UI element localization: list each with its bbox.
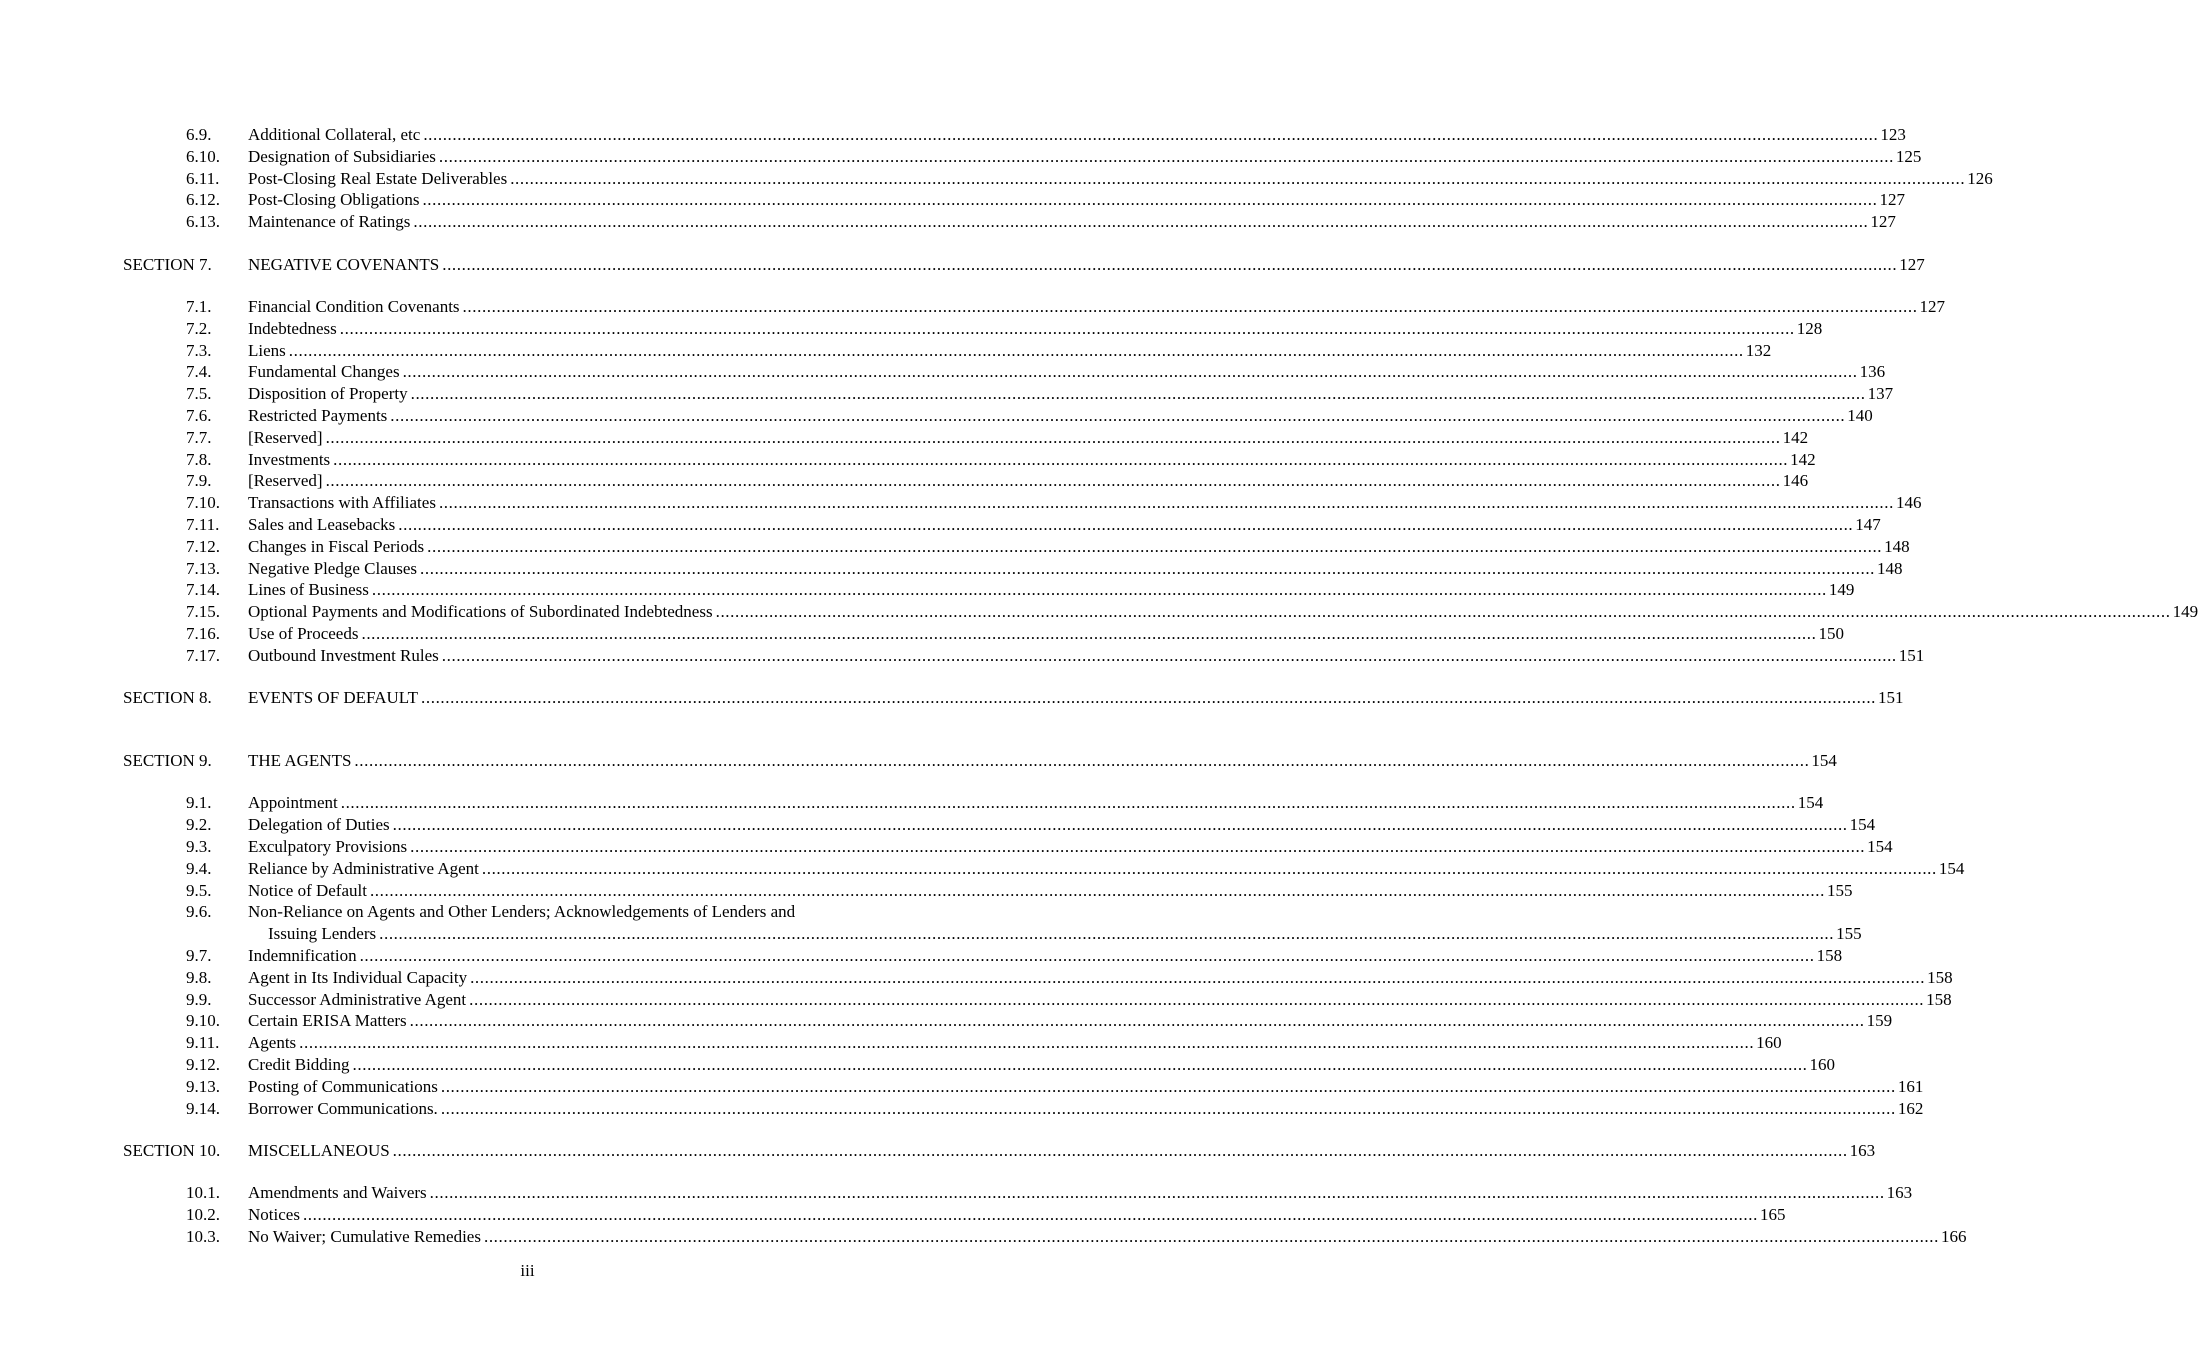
toc-entry-title: Issuing Lenders <box>268 924 377 944</box>
dot-leader: ............................................................................................................................................................................................................................................................................................................ <box>427 536 1883 556</box>
toc-entry-row[interactable] <box>123 623 1844 645</box>
toc-entry-title: Post-Closing Obligations <box>248 190 420 210</box>
section-gap <box>123 275 931 296</box>
dot-leader: ............................................................................................................................................................................................................................................................................................................ <box>421 688 1877 708</box>
toc-entry-number: 6.12. <box>186 190 220 210</box>
toc-entry-number: 6.13. <box>186 212 220 232</box>
toc-entry-title: [Reserved] <box>248 427 323 447</box>
dot-leader: ............................................................................................................................................................................................................................................................................................................ <box>469 989 1925 1009</box>
toc-entry-number: SECTION 7. <box>123 254 212 274</box>
toc-entry <box>248 146 1922 168</box>
toc-entry <box>248 814 1876 836</box>
toc-page-number: 127 <box>1870 212 1896 232</box>
toc-entry-number: SECTION 8. <box>123 688 212 708</box>
dot-leader: ............................................................................................................................................................................................................................................................................................................ <box>483 1227 1939 1247</box>
toc-entry-row[interactable] <box>123 211 1896 233</box>
toc-entry <box>248 449 1816 471</box>
toc-entry-title: Financial Condition Covenants <box>248 296 460 316</box>
toc-entry-title: Notice of Default <box>248 880 367 900</box>
toc-entry-number: 9.2. <box>186 815 212 835</box>
toc-entry-title: Optional Payments and Modifications of Subordinated Indebtedness <box>248 602 713 622</box>
toc-page-number: 154 <box>1849 815 1876 835</box>
toc-entry-number: SECTION 10. <box>123 1141 221 1161</box>
dot-leader: ............................................................................................................................................................................................................................................................................................................ <box>359 946 1815 966</box>
toc-entry-row[interactable] <box>123 383 1894 405</box>
toc-section-row[interactable] <box>123 687 1904 709</box>
dot-leader: ............................................................................................................................................................................................................................................................................................................ <box>409 1011 1865 1031</box>
toc-entry-title: Use of Proceeds <box>248 623 359 643</box>
toc-entry-number: 9.4. <box>186 858 212 878</box>
toc-entry-number: 7.11. <box>186 514 220 534</box>
toc-entry-title: Outbound Investment Rules <box>248 645 439 665</box>
toc-entry-row[interactable] <box>123 427 1809 449</box>
toc-entry-row[interactable] <box>123 579 1855 601</box>
toc-entry <box>248 1140 1876 1162</box>
toc-entry-title: Changes in Fiscal Periods <box>248 536 425 556</box>
toc-entry <box>248 470 1809 492</box>
toc-entry-title: No Waiver; Cumulative Remedies <box>248 1227 481 1247</box>
toc-entry-title: Amendments and Waivers <box>248 1183 427 1203</box>
toc-page-number: 128 <box>1796 318 1823 338</box>
dot-leader: ............................................................................................................................................................................................................................................................................................................ <box>440 1076 1896 1096</box>
toc-entry-title: Borrower Communications. <box>248 1098 438 1118</box>
dot-leader: ............................................................................................................................................................................................................................................................................................................ <box>325 427 1781 447</box>
toc-entry-title: Maintenance of Ratings <box>248 212 411 232</box>
toc-page-number: 126 <box>1967 168 1993 188</box>
toc-entry-number: 7.12. <box>186 536 220 556</box>
toc-entry <box>248 124 1906 146</box>
toc-entry <box>248 1098 1924 1120</box>
toc-entry-number: 10.1. <box>186 1183 220 1203</box>
toc-page-number: 160 <box>1756 1033 1782 1053</box>
toc-entry-number: 7.9. <box>186 471 212 491</box>
toc-page-number: 154 <box>1867 837 1893 857</box>
toc-entry-title: Additional Collateral, etc <box>248 125 421 144</box>
dot-leader: ............................................................................................................................................................................................................................................................................................................ <box>325 471 1781 491</box>
toc-page-number: 125 <box>1895 146 1922 166</box>
section-gap <box>123 667 931 688</box>
dot-leader: ............................................................................................................................................................................................................................................................................................................ <box>390 405 1846 425</box>
dot-leader: ............................................................................................................................................................................................................................................................................................................ <box>333 449 1789 469</box>
dot-leader: ............................................................................................................................................................................................................................................................................................................ <box>510 168 1966 188</box>
table-of-contents <box>123 124 2198 1248</box>
toc-entry-row[interactable] <box>123 1204 1786 1226</box>
toc-entry <box>248 318 1823 340</box>
toc-entry-row[interactable] <box>123 318 1823 340</box>
toc-page-number: 163 <box>1886 1183 1913 1203</box>
toc-entry <box>248 1204 1786 1226</box>
toc-entry-title: Posting of Communications <box>248 1076 438 1096</box>
toc-page-number: 148 <box>1877 558 1903 578</box>
toc-page-number: 163 <box>1849 1141 1876 1161</box>
toc-entry <box>248 1032 1782 1054</box>
toc-entry-number: 9.7. <box>186 946 212 966</box>
toc-entry <box>248 792 1824 814</box>
toc-entry-title: Disposition of Property <box>248 384 408 404</box>
toc-page-number: 127 <box>1899 254 1925 274</box>
toc-entry-row[interactable] <box>123 1032 1782 1054</box>
toc-entry-row[interactable] <box>123 901 1862 945</box>
toc-page-number: 149 <box>1828 580 1855 600</box>
dot-leader: ............................................................................................................................................................................................................................................................................................................ <box>369 880 1825 900</box>
toc-entry-row[interactable] <box>123 880 1853 902</box>
toc-entry-number: 9.1. <box>186 793 212 813</box>
toc-entry-title: Credit Bidding <box>248 1055 350 1075</box>
section-gap <box>123 233 931 254</box>
dot-leader: ............................................................................................................................................................................................................................................................................................................ <box>715 602 2171 622</box>
dot-leader: ............................................................................................................................................................................................................................................................................................................ <box>410 837 1866 857</box>
toc-entry-number: 7.3. <box>186 340 212 360</box>
dot-leader: ............................................................................................................................................................................................................................................................................................................ <box>470 967 1926 987</box>
toc-entry <box>248 880 1853 902</box>
toc-entry <box>248 1076 1924 1098</box>
dot-leader: ............................................................................................................................................................................................................................................................................................................ <box>481 858 1937 878</box>
toc-entry <box>248 536 1910 558</box>
toc-entry-row[interactable] <box>123 146 1922 168</box>
toc-entry-number: 9.9. <box>186 989 212 1009</box>
toc-entry-title: Exculpatory Provisions <box>248 837 408 857</box>
dot-leader: ............................................................................................................................................................................................................................................................................................................ <box>339 318 1795 338</box>
dot-leader: ............................................................................................................................................................................................................................................................................................................ <box>441 645 1897 665</box>
toc-entry-row[interactable] <box>123 189 1905 211</box>
toc-entry <box>248 750 1837 772</box>
toc-entry-number: 9.10. <box>186 1011 220 1031</box>
toc-entry-number: 6.10. <box>186 146 220 166</box>
section-gap <box>123 730 931 751</box>
toc-entry-row[interactable] <box>123 814 1876 836</box>
toc-entry-number: 6.11. <box>186 168 220 188</box>
dot-leader: ............................................................................................................................................................................................................................................................................................................ <box>371 580 1827 600</box>
toc-entry-number: 7.13. <box>186 558 220 578</box>
toc-entry-title: Indebtedness <box>248 318 337 338</box>
toc-entry <box>248 211 1896 233</box>
toc-page-number: 159 <box>1866 1011 1893 1031</box>
toc-entry-number: 9.14. <box>186 1098 220 1118</box>
toc-entry-title: Restricted Payments <box>248 405 388 425</box>
toc-entry <box>248 645 1925 667</box>
toc-entry-title: Appointment <box>248 793 338 813</box>
section-gap <box>123 772 931 793</box>
toc-entry-number: 9.3. <box>186 837 212 857</box>
toc-entry-row[interactable] <box>123 514 1881 536</box>
toc-page-number: 155 <box>1826 880 1853 900</box>
toc-page-number: 149 <box>2172 602 2198 622</box>
toc-page-number: 142 <box>1782 427 1809 447</box>
toc-entry-title: Negative Pledge Clauses <box>248 558 418 578</box>
toc-entry-number: 7.8. <box>186 449 212 469</box>
toc-entry-title: MISCELLANEOUS <box>248 1141 390 1161</box>
toc-entry-title: Lines of Business <box>248 580 369 600</box>
section-gap <box>123 709 931 730</box>
toc-entry-number: 7.16. <box>186 623 220 643</box>
toc-entry-row[interactable] <box>123 601 2198 623</box>
dot-leader: ............................................................................................................................................................................................................................................................................................................ <box>392 1141 1848 1161</box>
toc-entry-row[interactable] <box>123 361 1886 383</box>
toc-page-number: 162 <box>1897 1098 1924 1118</box>
toc-entry <box>248 492 1922 514</box>
toc-entry-row[interactable] <box>123 967 1953 989</box>
toc-entry <box>248 340 1772 362</box>
page-number: iii <box>520 1261 535 1280</box>
dot-leader: ............................................................................................................................................................................................................................................................................................................ <box>340 793 1796 813</box>
toc-entry-number: 7.7. <box>186 427 212 447</box>
toc-entry-title: Agent in Its Individual Capacity <box>248 967 468 987</box>
toc-section-row[interactable] <box>123 1140 1876 1162</box>
toc-entry-number: SECTION 9. <box>123 751 212 771</box>
toc-entry-row[interactable] <box>123 296 1946 318</box>
toc-entry-title: EVENTS OF DEFAULT <box>248 688 419 708</box>
toc-entry-title: Fundamental Changes <box>248 362 400 382</box>
toc-page-number: 127 <box>1919 296 1946 316</box>
toc-entry-number: 7.4. <box>186 362 212 382</box>
toc-entry-row[interactable] <box>123 124 1906 146</box>
toc-entry-title: Liens <box>248 340 286 360</box>
toc-entry-row[interactable] <box>123 449 1816 471</box>
toc-entry-row[interactable] <box>123 945 1843 967</box>
toc-entry-number: 10.3. <box>186 1227 220 1247</box>
toc-page-number: 154 <box>1797 793 1824 813</box>
toc-entry-title: Post-Closing Real Estate Deliverables <box>248 168 508 188</box>
toc-page-number: 154 <box>1811 751 1837 771</box>
toc-entry-number: 7.5. <box>186 384 212 404</box>
toc-entry <box>248 1054 1836 1076</box>
toc-entry-row[interactable] <box>123 340 1772 362</box>
toc-entry-title: Certain ERISA Matters <box>248 1011 407 1031</box>
dot-leader: ............................................................................................................................................................................................................................................................................................................ <box>438 146 1894 166</box>
dot-leader: ............................................................................................................................................................................................................................................................................................................ <box>302 1205 1758 1225</box>
toc-entry <box>248 514 1881 536</box>
toc-entry-row[interactable] <box>123 405 1873 427</box>
toc-entry-row[interactable] <box>123 1054 1836 1076</box>
toc-page-number: 146 <box>1895 493 1922 513</box>
toc-page-number: 132 <box>1745 340 1772 360</box>
toc-entry-number: 7.1. <box>186 296 212 316</box>
toc-entry-number: 7.15. <box>186 602 220 622</box>
toc-entry-row[interactable] <box>123 1010 1893 1032</box>
toc-page-number: 158 <box>1927 967 1953 987</box>
toc-entry-row[interactable] <box>123 836 1893 858</box>
toc-entry-title-line1: Non-Reliance on Agents and Other Lenders; Acknowledgements of Lenders and <box>248 902 796 922</box>
dot-leader: ............................................................................................................................................................................................................................................................................................................ <box>429 1183 1885 1203</box>
toc-entry <box>248 1182 1913 1204</box>
toc-entry-number: 6.9. <box>186 125 212 144</box>
toc-section-row[interactable] <box>123 254 1925 276</box>
toc-page-number: 127 <box>1879 190 1905 210</box>
toc-page-number: 140 <box>1847 405 1873 425</box>
toc-entry-number: 7.14. <box>186 580 220 600</box>
toc-entry-title: Transactions with Affiliates <box>248 493 436 513</box>
toc-entry <box>248 558 1903 580</box>
toc-entry-row[interactable] <box>123 1076 1924 1098</box>
toc-page-number: 151 <box>1878 688 1904 708</box>
toc-entry-title: Sales and Leasebacks <box>248 514 396 534</box>
toc-entry-number: 9.12. <box>186 1055 220 1075</box>
dot-leader: ............................................................................................................................................................................................................................................................................................................ <box>413 212 1869 232</box>
toc-entry-title: Successor Administrative Agent <box>248 989 467 1009</box>
toc-page-number: 158 <box>1816 946 1843 966</box>
dot-leader: ............................................................................................................................................................................................................................................................................................................ <box>422 190 1878 210</box>
toc-section-row[interactable] <box>123 750 1837 772</box>
toc-entry <box>248 361 1886 383</box>
dot-leader: ............................................................................................................................................................................................................................................................................................................ <box>438 493 1894 513</box>
toc-page-number: 154 <box>1938 858 1965 878</box>
dot-leader: ............................................................................................................................................................................................................................................................................................................ <box>420 558 1876 578</box>
toc-page-number: 142 <box>1790 449 1816 469</box>
toc-entry <box>248 254 1925 276</box>
toc-entry-title: Investments <box>248 449 331 469</box>
toc-entry-title: THE AGENTS <box>248 751 352 771</box>
dot-leader: ............................................................................................................................................................................................................................................................................................................ <box>402 362 1858 382</box>
toc-page-number: 166 <box>1940 1227 1967 1247</box>
toc-entry-title: Designation of Subsidiaries <box>248 146 436 166</box>
toc-entry-number: 7.10. <box>186 493 220 513</box>
toc-entry-number: 9.11. <box>186 1033 220 1053</box>
toc-entry-row[interactable] <box>123 645 1925 667</box>
toc-entry-number: 7.17. <box>186 645 220 665</box>
toc-page-number: 137 <box>1867 384 1894 404</box>
dot-leader: ............................................................................................................................................................................................................................................................................................................ <box>392 815 1848 835</box>
toc-entry-title: Agents <box>248 1033 297 1053</box>
toc-page-number: 136 <box>1859 362 1886 382</box>
dot-leader: ............................................................................................................................................................................................................................................................................................................ <box>352 1055 1808 1075</box>
dot-leader: ............................................................................................................................................................................................................................................................................................................ <box>462 296 1918 316</box>
toc-entry-row[interactable] <box>123 536 1910 558</box>
dot-leader: ............................................................................................................................................................................................................................................................................................................ <box>299 1033 1755 1053</box>
toc-entry-number: 9.5. <box>186 880 212 900</box>
toc-entry <box>248 579 1855 601</box>
dot-leader: ............................................................................................................................................................................................................................................................................................................ <box>288 340 1744 360</box>
toc-entry <box>248 383 1894 405</box>
toc-page-number: 146 <box>1782 471 1809 491</box>
toc-entry-title: [Reserved] <box>248 471 323 491</box>
toc-entry <box>248 189 1905 211</box>
dot-leader: ............................................................................................................................................................................................................................................................................................................ <box>354 751 1810 771</box>
toc-entry-number: 10.2. <box>186 1205 220 1225</box>
toc-entry-row[interactable] <box>123 558 1903 580</box>
toc-page-number: 155 <box>1836 924 1862 944</box>
toc-entry-number: 9.6. <box>186 902 212 922</box>
toc-entry <box>248 967 1953 989</box>
dot-leader: ............................................................................................................................................................................................................................................................................................................ <box>423 125 1879 144</box>
toc-page-number: 160 <box>1809 1055 1836 1075</box>
toc-entry-row[interactable] <box>123 492 1922 514</box>
toc-page-number: 150 <box>1818 623 1844 643</box>
toc-entry <box>248 1226 1967 1248</box>
toc-entry-row[interactable] <box>123 1098 1924 1120</box>
toc-entry-title: Notices <box>248 1205 300 1225</box>
toc-page-number: 151 <box>1898 645 1925 665</box>
toc-entry-number: 9.8. <box>186 967 212 987</box>
toc-entry-row[interactable] <box>123 168 1993 190</box>
toc-entry-title: NEGATIVE COVENANTS <box>248 254 440 274</box>
toc-entry-row[interactable] <box>123 1182 1913 1204</box>
dot-leader: ............................................................................................................................................................................................................................................................................................................ <box>440 1098 1896 1118</box>
toc-entry-number: 7.6. <box>186 405 212 425</box>
toc-entry <box>248 296 1946 318</box>
toc-entry <box>248 836 1893 858</box>
section-gap <box>123 1162 931 1183</box>
toc-entry-row[interactable] <box>123 858 1965 880</box>
toc-page-number: 147 <box>1855 514 1881 534</box>
toc-page-number: 165 <box>1759 1205 1786 1225</box>
dot-leader: ............................................................................................................................................................................................................................................................................................................ <box>410 384 1866 404</box>
dot-leader: ............................................................................................................................................................................................................................................................................................................ <box>361 623 1817 643</box>
toc-entry-title: Reliance by Administrative Agent <box>248 858 479 878</box>
toc-entry-number: 9.13. <box>186 1076 220 1096</box>
toc-page-number: 158 <box>1926 989 1952 1009</box>
toc-entry <box>248 687 1904 709</box>
toc-page-number: 148 <box>1884 536 1910 556</box>
toc-entry-number: 7.2. <box>186 318 212 338</box>
toc-entry <box>248 168 1993 190</box>
section-gap <box>123 1119 931 1140</box>
dot-leader: ............................................................................................................................................................................................................................................................................................................ <box>442 254 1898 274</box>
toc-entry-title: Indemnification <box>248 946 357 966</box>
toc-entry <box>268 923 1862 945</box>
toc-entry <box>248 989 1952 1011</box>
dot-leader: ............................................................................................................................................................................................................................................................................................................ <box>398 514 1854 534</box>
toc-entry-row[interactable] <box>123 470 1809 492</box>
toc-entry <box>248 601 2198 623</box>
toc-entry <box>248 623 1844 645</box>
toc-entry-row[interactable] <box>123 1226 1967 1248</box>
dot-leader: ............................................................................................................................................................................................................................................................................................................ <box>379 924 1835 944</box>
toc-entry <box>248 427 1809 449</box>
toc-entry <box>248 945 1843 967</box>
toc-entry <box>248 1010 1893 1032</box>
toc-entry-title: Delegation of Duties <box>248 815 390 835</box>
toc-page-number: 161 <box>1897 1076 1924 1096</box>
toc-page-number: 123 <box>1880 125 1906 144</box>
toc-entry-row[interactable] <box>123 989 1952 1011</box>
toc-entry <box>248 405 1873 427</box>
toc-entry <box>248 858 1965 880</box>
toc-entry-row[interactable] <box>123 792 1824 814</box>
